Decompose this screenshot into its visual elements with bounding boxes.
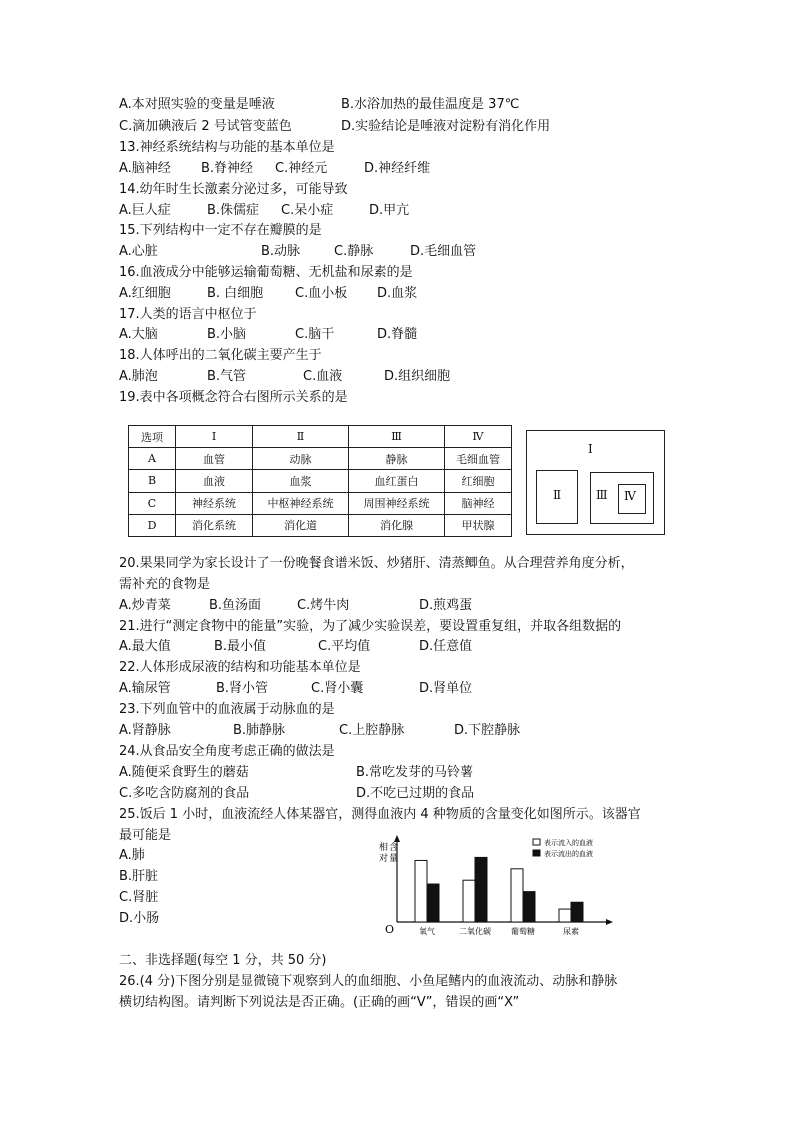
table-cell: A — [129, 448, 176, 470]
q24-option-a: A.随便采食野生的蘑菇 — [119, 765, 249, 780]
q16-option-d: D.血浆 — [377, 286, 418, 301]
table-header: Ⅳ — [445, 426, 512, 448]
table-cell: D — [129, 514, 176, 536]
q13-stem: 13.神经系统结构与功能的基本单位是 — [119, 140, 335, 155]
q13-option-d: D.神经纤维 — [364, 161, 431, 176]
legend-label: 表示流入的血液 — [544, 839, 593, 847]
bar-二氧化碳-表示流入的血液 — [463, 880, 475, 922]
q18-option-b: B.气管 — [207, 369, 247, 384]
table-cell: 动脉 — [253, 448, 349, 470]
q16-option-b: B. 白细胞 — [207, 286, 264, 301]
bar-尿素-表示流出的血液 — [571, 902, 583, 922]
q14-option-d: D.甲亢 — [369, 203, 410, 218]
q14-option-b: B.侏儒症 — [207, 203, 260, 218]
y-axis-label-char: 含 — [389, 843, 399, 853]
table-cell: 红细胞 — [445, 470, 512, 492]
y-axis-label-char: 对 — [379, 854, 389, 864]
table-cell: 血浆 — [253, 470, 349, 492]
table-cell: 消化腺 — [349, 514, 445, 536]
q21-option-c: C.平均值 — [318, 639, 371, 654]
q17-option-a: A.大脑 — [119, 327, 158, 342]
q20-option-b: B.鱼汤面 — [209, 598, 262, 613]
q20-stem-line2: 需补充的食物是 — [119, 577, 211, 592]
q20-option-d: D.煎鸡蛋 — [419, 598, 473, 613]
q23-option-c: C.上腔静脉 — [339, 723, 405, 738]
q23-stem: 23.下列血管中的血液属于动脉血的是 — [119, 702, 335, 717]
origin-label: O — [385, 923, 395, 936]
table-cell: C — [129, 492, 176, 514]
table-cell: 静脉 — [349, 448, 445, 470]
q25-stem-line1: 25.饭后 1 小时，血液流经人体某器官，测得血液内 4 种物质的含量变化如图所示。该器官 — [119, 807, 641, 822]
q15-option-b: B.动脉 — [261, 244, 301, 259]
q14-option-c: C.呆小症 — [281, 203, 334, 218]
q15-option-a: A.心脏 — [119, 244, 158, 259]
q18-stem: 18.人体呼出的二氧化碳主要产生于 — [119, 348, 322, 363]
q24-option-d: D.不吃已过期的食品 — [356, 786, 475, 801]
q13-option-b: B.脊神经 — [201, 161, 254, 176]
q25-option-b: B.肝脏 — [119, 869, 159, 884]
q24-option-c: C.多吃含防腐剂的食品 — [119, 786, 250, 801]
q26-line2: 横切结构图。请判断下列说法是否正确。(正确的画“V”，错误的画“X” — [119, 995, 520, 1010]
q15-option-d: D.毛细血管 — [410, 244, 477, 259]
legend-label: 表示流出的血液 — [544, 850, 593, 858]
q25-bar-chart — [355, 834, 625, 939]
q12-option-d: D.实验结论是唾液对淀粉有消化作用 — [341, 119, 551, 134]
q18-option-a: A.肺泡 — [119, 369, 158, 384]
q14-option-a: A.巨人症 — [119, 203, 171, 218]
table-cell: B — [129, 470, 176, 492]
diagram-label-outer: Ⅰ — [588, 442, 593, 456]
q21-stem: 21.进行“测定食物中的能量”实验，为了减少实验误差，要设置重复组，并取各组数据的 — [119, 619, 622, 634]
q25-option-c: C.肾脏 — [119, 890, 159, 905]
q22-option-c: C.肾小囊 — [311, 681, 364, 696]
diagram-label-left: Ⅱ — [553, 488, 562, 502]
legend-swatch — [533, 839, 540, 845]
table-header: Ⅱ — [253, 426, 349, 448]
q22-option-a: A.输尿管 — [119, 681, 171, 696]
table-header: Ⅲ — [349, 426, 445, 448]
q16-option-a: A.红细胞 — [119, 286, 171, 301]
category-label: 二氧化碳 — [459, 927, 491, 936]
table-cell: 周围神经系统 — [349, 492, 445, 514]
q25-option-d: D.小肠 — [119, 911, 160, 926]
bar-葡萄糖-表示流入的血液 — [511, 869, 523, 922]
q18-option-d: D.组织细胞 — [384, 369, 451, 384]
bar-二氧化碳-表示流出的血液 — [475, 857, 487, 922]
q25-stem-line2: 最可能是 — [119, 828, 172, 843]
q19-stem: 19.表中各项概念符合右图所示关系的是 — [119, 390, 348, 405]
q21-option-b: B.最小值 — [214, 639, 267, 654]
bar-氧气-表示流入的血液 — [415, 860, 427, 922]
table-row — [129, 492, 512, 514]
q23-option-b: B.肺静脉 — [233, 723, 286, 738]
q14-stem: 14.幼年时生长激素分泌过多，可能导致 — [119, 182, 348, 197]
q21-option-a: A.最大值 — [119, 639, 171, 654]
q20-stem-line1: 20.果果同学为家长设计了一份晚餐食谱米饭、炒猪肝、清蒸鲫鱼。从合理营养角度分析， — [119, 556, 634, 571]
q18-option-c: C.血液 — [303, 369, 343, 384]
y-axis-arrow — [394, 835, 400, 842]
table-cell: 神经系统 — [176, 492, 253, 514]
q22-stem: 22.人体形成尿液的结构和功能基本单位是 — [119, 660, 361, 675]
q20-option-c: C.烤牛肉 — [297, 598, 350, 613]
q21-option-d: D.任意值 — [419, 639, 473, 654]
q22-option-b: B.肾小管 — [216, 681, 269, 696]
q17-option-c: C.脑干 — [295, 327, 335, 342]
table-header-row — [129, 426, 512, 448]
q12-option-c: C.滴加碘液后 2 号试管变蓝色 — [119, 119, 292, 134]
q12-option-a: A.本对照实验的变量是唾液 — [119, 97, 275, 112]
table-header: 选项 — [129, 426, 176, 448]
table-cell: 甲状腺 — [445, 514, 512, 536]
q17-option-b: B.小脑 — [207, 327, 247, 342]
table-row — [129, 470, 512, 492]
table-cell: 血管 — [176, 448, 253, 470]
table-cell: 毛细血管 — [445, 448, 512, 470]
q15-option-c: C.静脉 — [334, 244, 374, 259]
q23-option-d: D.下腔静脉 — [454, 723, 521, 738]
bar-氧气-表示流出的血液 — [427, 884, 439, 922]
q17-stem: 17.人类的语言中枢位于 — [119, 307, 257, 322]
q24-stem: 24.从食品安全角度考虑正确的做法是 — [119, 744, 335, 759]
q26-line1: 26.(4 分)下图分别是显微镜下观察到人的血细胞、小鱼尾鳍内的血液流动、动脉和静脉 — [119, 974, 618, 989]
table-cell: 中枢神经系统 — [253, 492, 349, 514]
diagram-label-inner: Ⅳ — [624, 489, 636, 503]
table-cell: 血液 — [176, 470, 253, 492]
q13-option-a: A.脑神经 — [119, 161, 171, 176]
q17-option-d: D.脊髓 — [377, 327, 418, 342]
y-axis-label-char: 相 — [379, 843, 389, 853]
y-axis-label-char: 量 — [389, 854, 399, 864]
table-row — [129, 448, 512, 470]
category-label: 尿素 — [563, 927, 579, 936]
q16-option-c: C.血小板 — [295, 286, 348, 301]
table-row — [129, 514, 512, 536]
section2-heading: 二、非选择题(每空 1 分，共 50 分) — [119, 953, 327, 968]
diagram-label-mid: Ⅲ — [596, 488, 608, 502]
category-label: 葡萄糖 — [511, 927, 535, 936]
q25-option-a: A.肺 — [119, 848, 145, 863]
table-cell: 脑神经 — [445, 492, 512, 514]
x-axis-arrow — [606, 919, 613, 925]
table-cell: 消化系统 — [176, 514, 253, 536]
q19-options-table — [128, 425, 512, 537]
q13-option-c: C.神经元 — [275, 161, 328, 176]
bar-尿素-表示流入的血液 — [559, 909, 571, 922]
table-cell: 血红蛋白 — [349, 470, 445, 492]
category-label: 氧气 — [419, 927, 435, 936]
table-cell: 消化道 — [253, 514, 349, 536]
q24-option-b: B.常吃发芽的马铃薯 — [356, 765, 474, 780]
q12-option-b: B.水浴加热的最佳温度是 37℃ — [341, 97, 520, 112]
q16-stem: 16.血液成分中能够运输葡萄糖、无机盐和尿素的是 — [119, 265, 413, 280]
bar-葡萄糖-表示流出的血液 — [523, 892, 535, 922]
q23-option-a: A.肾静脉 — [119, 723, 171, 738]
q15-stem: 15.下列结构中一定不存在瓣膜的是 — [119, 223, 322, 238]
legend-swatch — [533, 850, 540, 856]
q22-option-d: D.肾单位 — [419, 681, 473, 696]
q20-option-a: A.炒青菜 — [119, 598, 171, 613]
table-header: Ⅰ — [176, 426, 253, 448]
